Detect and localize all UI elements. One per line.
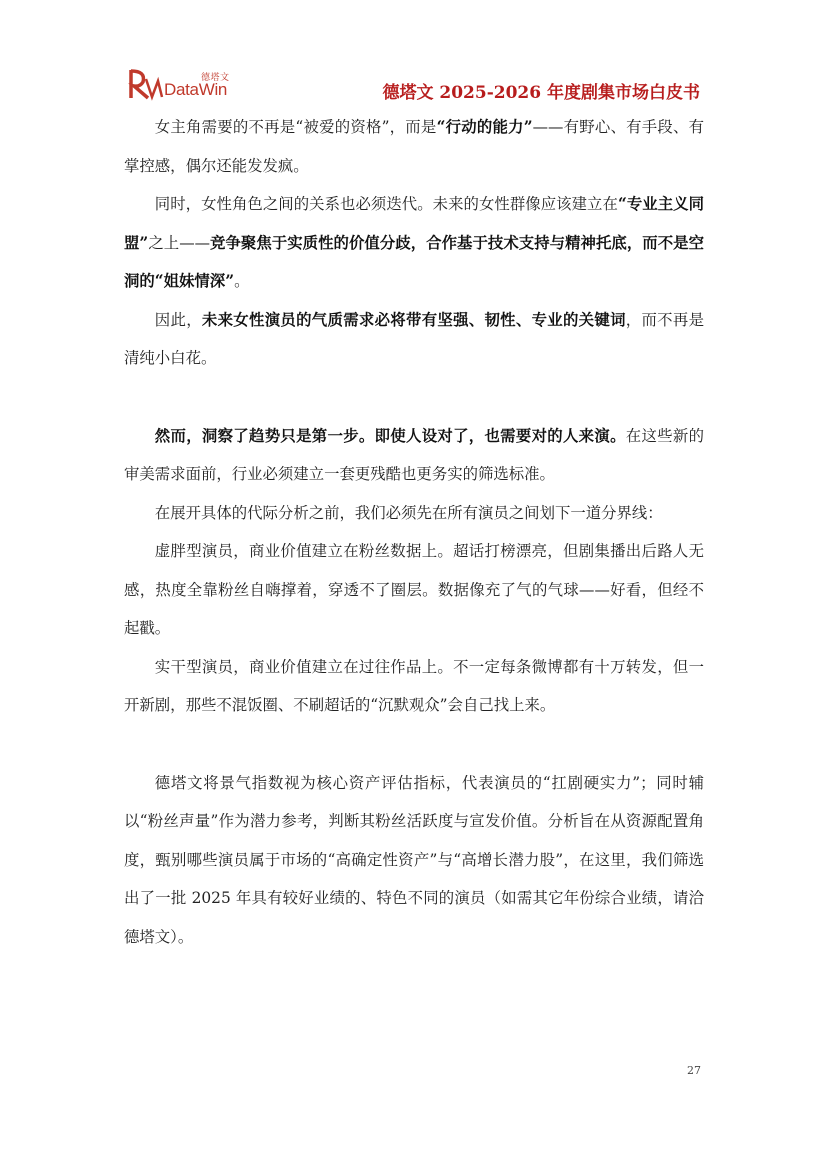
paragraph-3: 因此，未来女性演员的气质需求必将带有坚强、韧性、专业的关键词，而不再是清纯小白花。 [124, 310, 704, 367]
paragraph-gap [124, 725, 704, 764]
page-number: 27 [687, 1064, 701, 1077]
page-header [128, 64, 700, 104]
logo-english-text: DataWin [164, 80, 228, 99]
paragraph-5: 在展开具体的代际分析之前，我们必须先在所有演员之间划下一道分界线： [154, 503, 663, 522]
logo-chinese-text: 德塔文 [201, 73, 230, 83]
body-text [124, 108, 704, 956]
paragraph-gap [124, 378, 704, 417]
paragraph-7: 实干型演员，商业价值建立在过往作品上。不一定每条微博都有十万转发，但一开新剧，那些不混饭圈、不刷超话的“沉默观众”会自己找上来。 [124, 657, 704, 714]
paragraph-4: 然而，洞察了趋势只是第一步。即使人设对了，也需要对的人来演。在这些新的审美需求面前，行业必须建立一套更残酷也更务实的筛选标准。 [124, 426, 704, 483]
datawin-logo-icon [128, 67, 164, 101]
paragraph-1: 女主角需要的不再是“被爱的资格”，而是“行动的能力”——有野心、有手段、有掌控感，偶尔还能发发疯。 [124, 118, 704, 175]
paragraph-6: 虚胖型演员，商业价值建立在粉丝数据上。超话打榜漂亮，但剧集播出后路人无感，热度全靠粉丝自嗨撑着，穿透不了圈层。数据像充了气的气球——好看，但经不起戳。 [124, 542, 704, 637]
datawin-logo [128, 64, 238, 104]
report-title: 德塔文 2025-2026 年度剧集市场白皮书 [382, 83, 700, 103]
paragraph-2: 同时，女性角色之间的关系也必须迭代。未来的女性群像应该建立在“专业主义同盟”之上——竞争聚焦于实质性的价值分歧，合作基于技术支持与精神托底，而不是空洞的“姐妹情深”。 [124, 195, 704, 290]
paragraph-8: 德塔文将景气指数视为核心资产评估指标，代表演员的“扛剧硬实力”；同时辅以“粉丝声量”作为潜力参考，判断其粉丝活跃度与宣发价值。分析旨在从资源配置角度，甄别哪些演员属于市场的“高确定性资产”与“高增长潜力股”，在这里，我们筛选出了一批 2025 年具有较好业绩的、特色不同的演员（如需其它年份综合业绩，请洽德塔文）。 [124, 773, 704, 946]
